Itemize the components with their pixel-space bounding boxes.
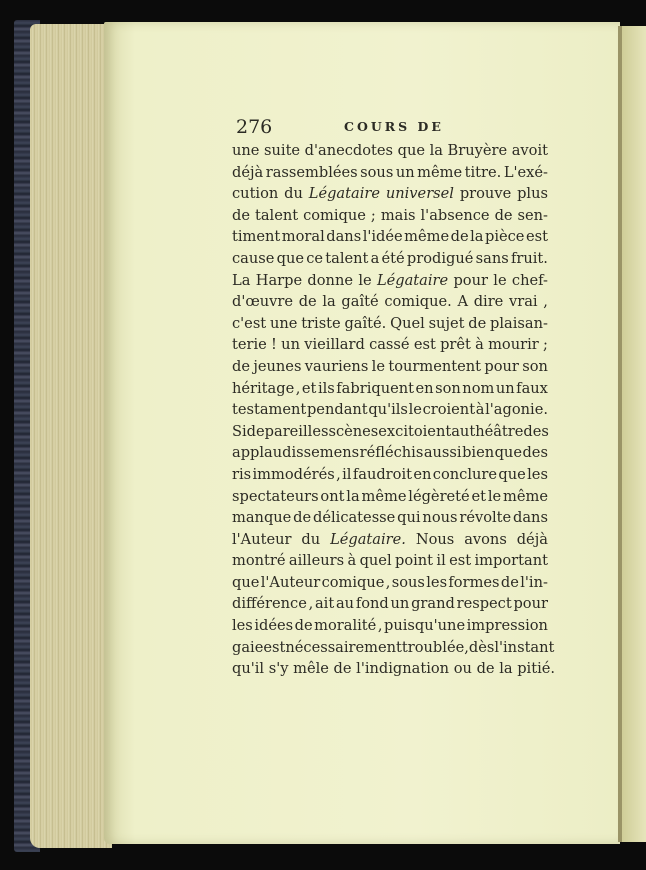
word: réfléchis bbox=[359, 444, 424, 462]
word: révolte bbox=[459, 509, 512, 527]
page-header bbox=[236, 116, 456, 142]
word: la bbox=[470, 228, 484, 246]
word: nous bbox=[422, 509, 458, 527]
word: suite bbox=[264, 142, 301, 159]
word: du bbox=[301, 530, 321, 548]
word: point bbox=[394, 552, 434, 570]
word: montré bbox=[232, 552, 286, 570]
word: un bbox=[390, 595, 410, 613]
word: pitié. bbox=[517, 660, 556, 678]
word: nécessairement bbox=[285, 638, 402, 656]
word: qu'ils bbox=[368, 401, 408, 419]
word: croient bbox=[422, 401, 476, 419]
word: , bbox=[295, 379, 301, 397]
text-line bbox=[232, 464, 548, 486]
word: aussi bbox=[423, 444, 462, 462]
word: prodigué bbox=[406, 249, 474, 267]
word: mourir bbox=[488, 336, 539, 354]
word: vieillard bbox=[304, 336, 365, 354]
word: impression bbox=[466, 617, 548, 635]
word: au bbox=[335, 595, 355, 613]
word: gaîté. bbox=[344, 314, 387, 332]
word: triste bbox=[301, 314, 341, 332]
word: moralité bbox=[314, 617, 377, 635]
word: , bbox=[377, 617, 383, 635]
word: Quel bbox=[390, 314, 425, 332]
word: les bbox=[426, 573, 448, 591]
word: cassé bbox=[369, 336, 410, 354]
word: applaudissemens bbox=[232, 444, 360, 462]
word: comique. bbox=[384, 293, 452, 311]
word: scènes bbox=[328, 422, 379, 440]
body-text bbox=[232, 140, 556, 680]
word: faux bbox=[516, 379, 548, 397]
word: en bbox=[415, 379, 434, 397]
word: formes bbox=[448, 573, 500, 591]
word: rassemblées bbox=[265, 163, 358, 181]
word: à bbox=[475, 401, 485, 419]
word: terie bbox=[232, 336, 267, 354]
page-edges bbox=[30, 24, 112, 848]
word: il bbox=[342, 465, 352, 483]
word: son bbox=[522, 357, 548, 375]
word: la bbox=[499, 660, 513, 678]
word: une bbox=[269, 314, 298, 332]
word: du bbox=[284, 185, 303, 203]
word: de bbox=[232, 206, 250, 224]
word: Légataire bbox=[376, 271, 449, 289]
word: quel bbox=[359, 552, 392, 570]
word: cution bbox=[232, 185, 279, 203]
word: de bbox=[293, 509, 312, 527]
word: avoit bbox=[511, 142, 548, 159]
word: l'instant bbox=[494, 638, 555, 656]
word: bien bbox=[462, 444, 495, 462]
word: fruit. bbox=[510, 249, 548, 267]
word: ils bbox=[317, 379, 335, 397]
word: le bbox=[493, 271, 507, 289]
word: c'est bbox=[232, 314, 267, 332]
word: un bbox=[495, 379, 515, 397]
running-head: COURS DE bbox=[344, 119, 444, 134]
word: que bbox=[494, 444, 522, 462]
word: cause bbox=[232, 249, 275, 267]
word: conclure bbox=[432, 465, 497, 483]
word: même bbox=[404, 228, 450, 246]
word: pareilles bbox=[264, 422, 329, 440]
text-line bbox=[232, 140, 548, 162]
word: sen- bbox=[517, 206, 548, 224]
word: différence bbox=[232, 595, 307, 613]
text-line bbox=[232, 356, 548, 378]
word: pièce bbox=[484, 228, 525, 246]
word: , bbox=[308, 595, 314, 613]
word: un bbox=[281, 336, 300, 354]
word: l'in- bbox=[520, 573, 548, 591]
word: de bbox=[476, 660, 495, 678]
word: à bbox=[475, 336, 484, 354]
word: plaisan- bbox=[490, 314, 548, 332]
word: grand bbox=[411, 595, 455, 613]
word: timent bbox=[232, 228, 281, 246]
word: ailleurs bbox=[288, 552, 345, 570]
word: puisqu'une bbox=[384, 617, 466, 635]
word: de bbox=[333, 660, 352, 678]
word: , bbox=[385, 573, 391, 591]
text-line bbox=[232, 291, 548, 313]
word: légèreté bbox=[408, 487, 470, 505]
word: faudroit bbox=[352, 465, 412, 483]
word: des bbox=[523, 422, 549, 440]
word: l'Auteur bbox=[232, 530, 292, 548]
word: même bbox=[417, 163, 463, 181]
word: s'y bbox=[268, 660, 289, 678]
word: est bbox=[263, 638, 286, 656]
word: pour bbox=[513, 595, 548, 613]
text-line bbox=[232, 442, 548, 464]
word: , bbox=[464, 638, 469, 656]
word: le bbox=[408, 401, 422, 419]
text-line bbox=[232, 334, 548, 356]
word: Légataire. bbox=[330, 530, 406, 548]
text-line bbox=[232, 550, 548, 572]
word: été bbox=[381, 249, 405, 267]
word: la bbox=[346, 487, 360, 505]
word: que bbox=[232, 573, 260, 591]
word: manque bbox=[232, 509, 292, 527]
word: titre. bbox=[464, 163, 502, 181]
word: l'indignation bbox=[356, 660, 450, 678]
word: ont bbox=[320, 487, 345, 505]
word: que bbox=[397, 142, 426, 159]
word: troublée bbox=[401, 638, 465, 656]
word: déjà bbox=[516, 530, 548, 548]
word: La bbox=[232, 271, 251, 289]
word: important bbox=[474, 552, 548, 570]
word: une bbox=[232, 142, 260, 159]
text-line bbox=[232, 399, 548, 421]
word: L'exé- bbox=[503, 163, 548, 181]
word: les bbox=[232, 617, 253, 635]
word: de bbox=[500, 573, 519, 591]
word: vauriens bbox=[304, 357, 369, 375]
text-line bbox=[232, 572, 548, 594]
word: ce bbox=[306, 249, 324, 267]
word: que bbox=[276, 249, 305, 267]
text-line bbox=[232, 226, 548, 248]
word: les bbox=[527, 465, 548, 483]
word: A bbox=[457, 293, 469, 311]
word: talent bbox=[254, 206, 299, 224]
text-line bbox=[232, 248, 548, 270]
word: dès bbox=[468, 638, 495, 656]
word: de bbox=[494, 206, 513, 224]
word: ; bbox=[543, 336, 548, 354]
word: et bbox=[471, 487, 487, 505]
word: d'anecdotes bbox=[304, 142, 394, 159]
word: en bbox=[413, 465, 432, 483]
word: comique bbox=[321, 573, 385, 591]
word: ! bbox=[271, 336, 277, 354]
word: un bbox=[395, 163, 415, 181]
word: de bbox=[468, 314, 487, 332]
word: même bbox=[361, 487, 407, 505]
word: l'absence bbox=[420, 206, 490, 224]
text-line bbox=[232, 162, 548, 184]
word: au bbox=[451, 422, 470, 440]
text-line bbox=[232, 313, 548, 335]
text-line bbox=[232, 658, 556, 680]
text-line bbox=[232, 183, 548, 205]
word: d'œuvre bbox=[232, 293, 294, 311]
word: son bbox=[435, 379, 461, 397]
word: des bbox=[522, 444, 548, 462]
word: sous bbox=[391, 573, 425, 591]
word: le bbox=[487, 487, 502, 505]
word: a bbox=[370, 249, 380, 267]
word: dans bbox=[513, 509, 548, 527]
word: immodérés bbox=[252, 465, 335, 483]
word: est bbox=[413, 336, 436, 354]
word: plus bbox=[517, 185, 548, 203]
word: universel bbox=[385, 185, 454, 203]
word: même bbox=[503, 487, 548, 505]
word: de bbox=[294, 617, 313, 635]
word: Légataire bbox=[308, 185, 380, 203]
word: l'idée bbox=[362, 228, 403, 246]
word: vrai bbox=[508, 293, 538, 311]
facing-page-edge bbox=[622, 26, 646, 842]
word: ou bbox=[453, 660, 472, 678]
word: ait bbox=[314, 595, 335, 613]
text-line bbox=[232, 205, 548, 227]
word: idées bbox=[254, 617, 294, 635]
word: de bbox=[298, 293, 317, 311]
word: l'agonie. bbox=[485, 401, 548, 419]
word: sans bbox=[475, 249, 509, 267]
word: dans bbox=[326, 228, 362, 246]
word: le bbox=[371, 357, 385, 375]
word: donne bbox=[307, 271, 353, 289]
word: talent bbox=[325, 249, 369, 267]
word: sujet bbox=[428, 314, 465, 332]
word: Harpe bbox=[255, 271, 303, 289]
word: de bbox=[246, 422, 265, 440]
word: est bbox=[449, 552, 472, 570]
word: que bbox=[498, 465, 526, 483]
word: héritage bbox=[232, 379, 295, 397]
word: Nous bbox=[415, 530, 455, 548]
word: fabriquent bbox=[336, 379, 415, 397]
word: et bbox=[301, 379, 317, 397]
word: l'Auteur bbox=[260, 573, 321, 591]
word: est bbox=[525, 228, 548, 246]
word: de bbox=[232, 357, 250, 375]
word: , bbox=[543, 293, 548, 311]
word: pour bbox=[484, 357, 519, 375]
word: moral bbox=[281, 228, 325, 246]
word: sous bbox=[360, 163, 394, 181]
word: chef- bbox=[511, 271, 548, 289]
page-number: 276 bbox=[236, 116, 273, 138]
word: tourmentent bbox=[388, 357, 482, 375]
page-gutter bbox=[618, 26, 622, 842]
word: le bbox=[358, 271, 372, 289]
word: ; bbox=[370, 206, 376, 224]
word: dire bbox=[473, 293, 504, 311]
word: gaîté bbox=[341, 293, 379, 311]
word: mêle bbox=[293, 660, 329, 678]
word: prouve bbox=[459, 185, 512, 203]
word: Si bbox=[232, 422, 247, 440]
word: ris bbox=[232, 465, 252, 483]
text-line bbox=[232, 637, 555, 659]
word: la bbox=[322, 293, 336, 311]
word: pour bbox=[453, 271, 488, 289]
word: déjà bbox=[232, 163, 264, 181]
word: prêt bbox=[440, 336, 471, 354]
word: , bbox=[336, 465, 341, 483]
text-line bbox=[232, 486, 548, 508]
text-line bbox=[232, 529, 548, 551]
text-line bbox=[232, 270, 548, 292]
word: la bbox=[429, 142, 443, 159]
word: respect bbox=[456, 595, 512, 613]
word: qu'il bbox=[232, 660, 265, 678]
text-line bbox=[232, 593, 548, 615]
word: délicatesse bbox=[313, 509, 396, 527]
word: mais bbox=[380, 206, 416, 224]
word: avons bbox=[464, 530, 507, 548]
word: gaie bbox=[232, 638, 264, 656]
word: jeunes bbox=[253, 357, 302, 375]
word: pendant bbox=[306, 401, 368, 419]
word: de bbox=[450, 228, 469, 246]
word: excitoient bbox=[378, 422, 452, 440]
word: testament bbox=[232, 401, 307, 419]
text-line bbox=[232, 615, 548, 637]
word: comique bbox=[303, 206, 366, 224]
text-line bbox=[232, 378, 548, 400]
word: il bbox=[436, 552, 446, 570]
word: nom bbox=[462, 379, 495, 397]
word: Bruyère bbox=[447, 142, 508, 159]
text-line bbox=[232, 507, 548, 529]
word: à bbox=[347, 552, 357, 570]
word: fond bbox=[355, 595, 389, 613]
word: spectateurs bbox=[232, 487, 319, 505]
text-line bbox=[232, 421, 548, 443]
word: qui bbox=[397, 509, 421, 527]
word: théâtre bbox=[469, 422, 524, 440]
